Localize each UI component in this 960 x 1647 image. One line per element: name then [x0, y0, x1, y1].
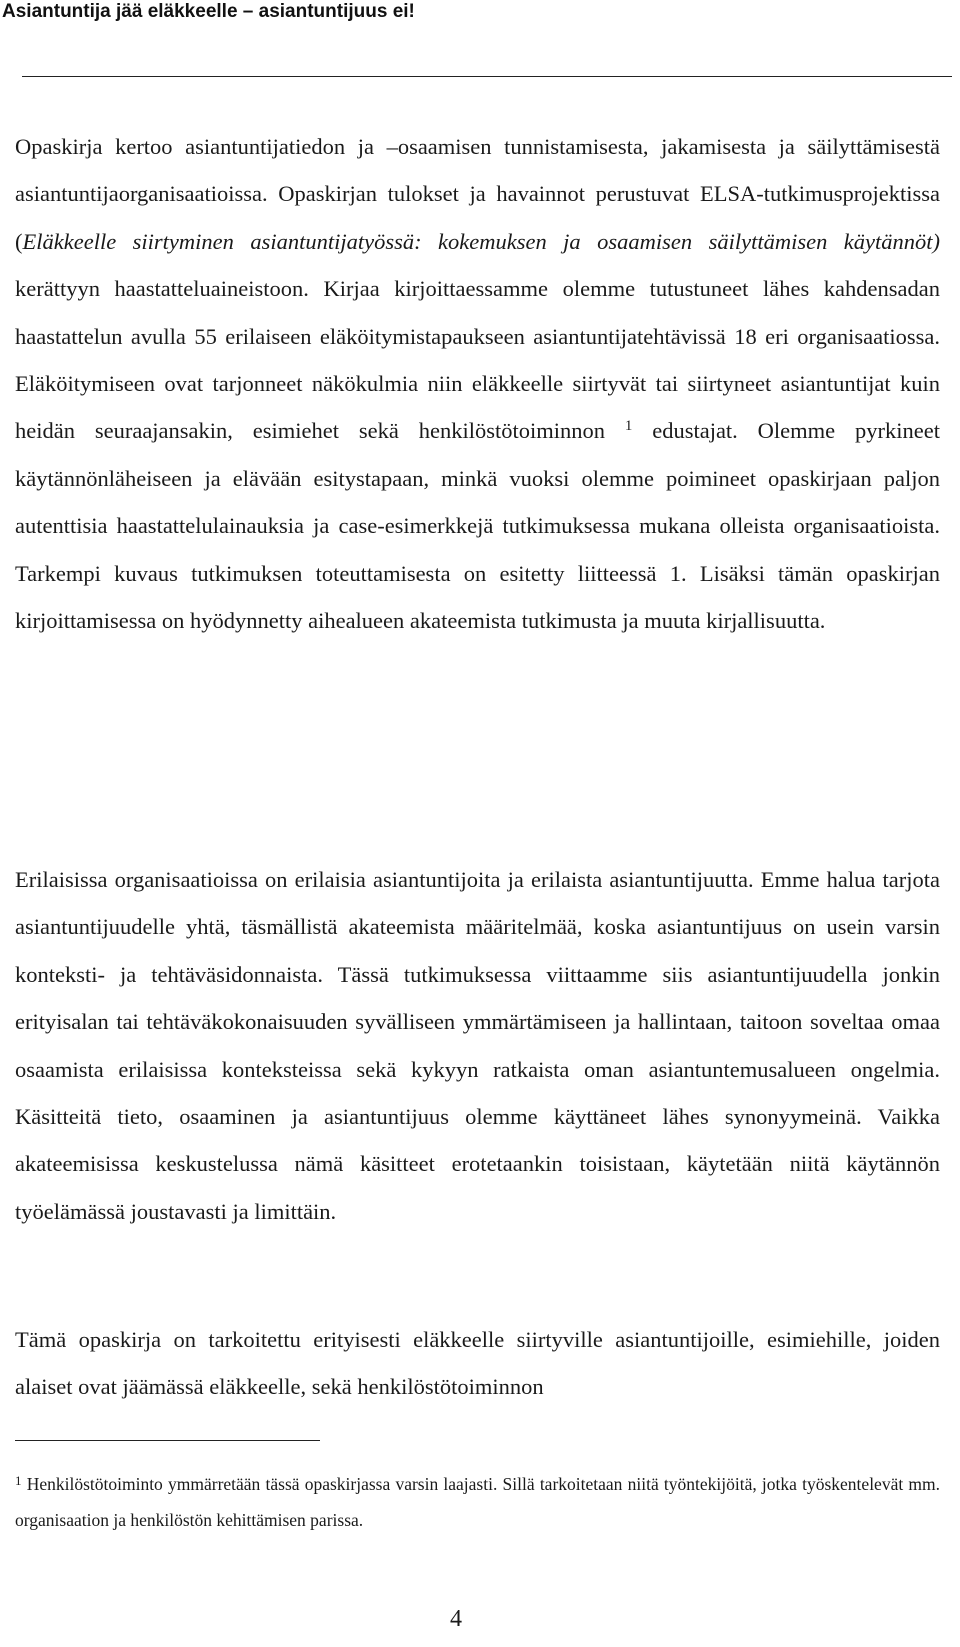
footnote-marker: 1	[15, 1473, 22, 1488]
paragraph-1	[15, 123, 940, 644]
paragraph-1-text-a: Opaskirja kertoo asiantuntijatiedon ja –osaamisen tunnistamisesta, jakamisesta ja säilyttämisestä asiantuntijaorganisaatioissa. Opaskirjan tulokset ja havainnot perustuvat ELSA-tutkimusprojektissa (	[15, 134, 940, 254]
page-number: 4	[450, 1606, 462, 1632]
footnote-divider	[15, 1440, 320, 1441]
paragraph-1-text-b: kerättyyn haastatteluaineistoon. Kirjaa kirjoittaessamme olemme tutustuneet lähes kahdensadan haastattelun avulla 55 erilaiseen eläköitymistapaukseen asiantuntijatehtävissä 18 eri organisaatiossa. Eläköitymiseen ovat tarjonneet näkökulmia niin eläkkeelle siirtyvät tai siirtyneet asiantuntijat kuin heidän seuraajansakin, esimiehet sekä henkilöstötoiminnon	[15, 276, 940, 444]
footnote	[15, 1466, 940, 1538]
header-divider	[22, 76, 952, 77]
paragraph-1-italic-title: Eläkkeelle siirtyminen asiantuntijatyössä: kokemuksen ja osaamisen säilyttämisen käytännöt)	[22, 228, 940, 254]
paragraph-2	[15, 856, 940, 1235]
footnote-text: Henkilöstötoiminto ymmärretään tässä opaskirjassa varsin laajasti. Sillä tarkoitetaan niitä työntekijöitä, jotka työskentelevät mm. organisaation ja henkilöstön kehittämisen parissa.	[15, 1474, 940, 1530]
paragraph-2-text: Erilaisissa organisaatioissa on erilaisia asiantuntijoita ja erilaista asiantuntijuutta. Emme halua tarjota asiantuntijuudelle yhtä, täsmällistä akateemista määritelmää, koska asiantuntijuus on usein varsin konteksti- ja tehtäväsidonnaista. Tässä tutkimuksessa viittaamme siis asiantuntijuudella jonkin erityisalan tai tehtäväkokonaisuuden syvälliseen ymmärtämiseen ja hallintaan, taitoon soveltaa omaa osaamista erilaisissa konteksteissa sekä kykyyn ratkaista oman asiantuntemusalueen ongelmia. Käsitteitä tieto, osaaminen ja asiantuntijuus olemme käyttäneet lähes synonyymeinä. Vaikka akateemisissa keskustelussa nämä käsitteet erotetaankin toisistaan, käytetään niitä käytännön työelämässä joustavasti ja limittäin.	[15, 867, 940, 1224]
footnote-reference[interactable]: 1	[624, 418, 633, 435]
paragraph-3-text: Tämä opaskirja on tarkoitettu erityisesti eläkkeelle siirtyville asiantuntijoille, esimiehille, joiden alaiset ovat jäämässä eläkkeelle, sekä henkilöstötoiminnon	[15, 1327, 940, 1400]
paragraph-3	[15, 1316, 940, 1411]
paragraph-1-text-c: edustajat. Olemme pyrkineet käytännönläheiseen ja elävään esitystapaan, minkä vuoksi olemme poimineet opaskirjaan paljon autenttisia haastattelulainauksia ja case-esimerkkejä tutkimuksessa mukana olleista organisaatioista. Tarkempi kuvaus tutkimuksen toteuttamisesta on esitetty liitteessä 1. Lisäksi tämän opaskirjan kirjoittamisessa on hyödynnetty aihealueen akateemista tutkimusta ja muuta kirjallisuutta.	[15, 418, 940, 634]
running-header: Asiantuntija jää eläkkeelle – asiantuntijuus ei!	[2, 1, 415, 22]
